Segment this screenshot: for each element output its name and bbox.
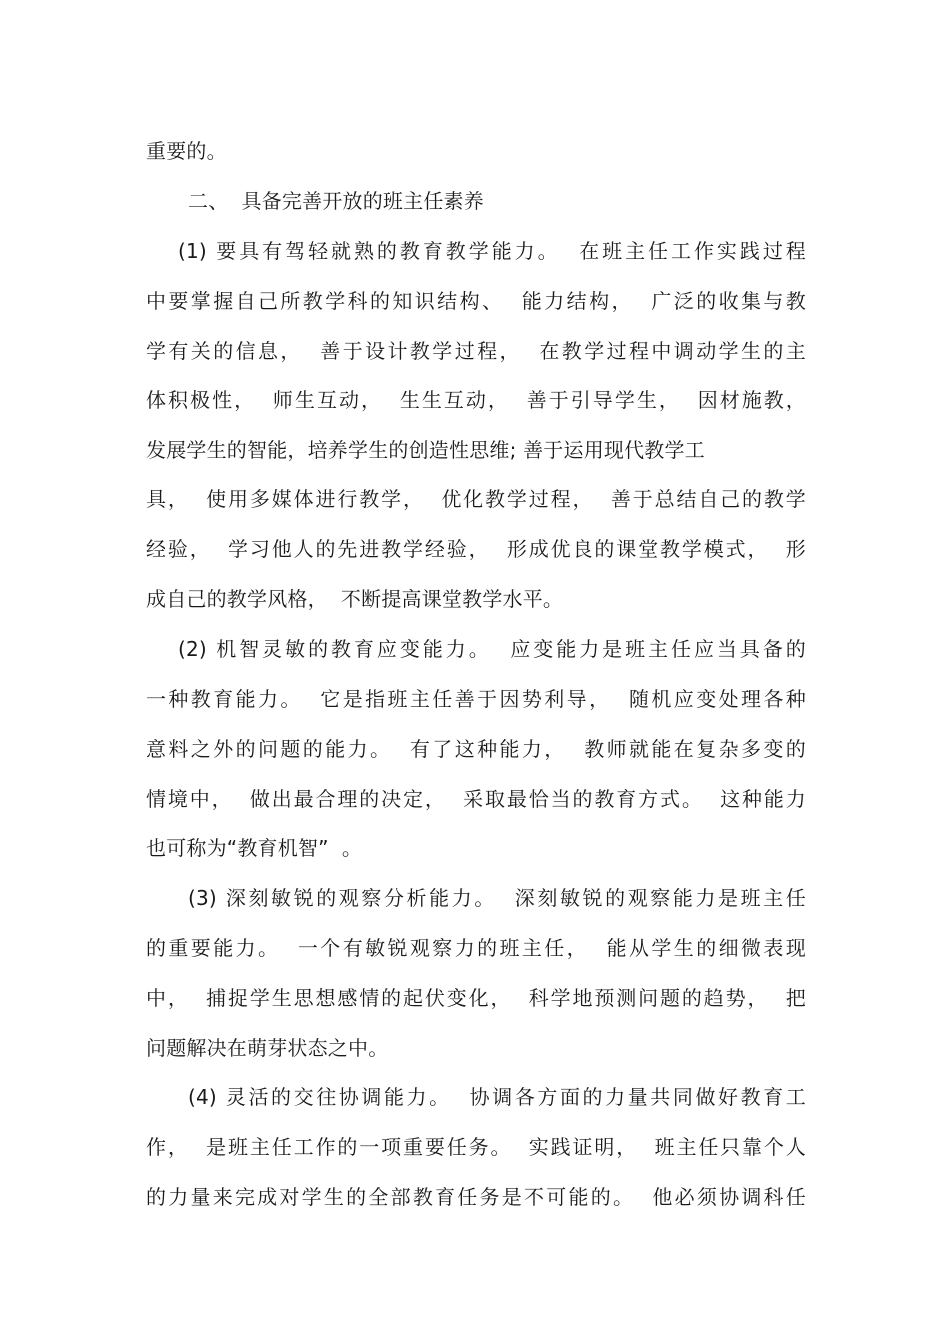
paragraph-2-line: 情境中， 做出最合理的决定， 采取最恰当的教育方式。 这种能力	[146, 787, 806, 811]
paragraph-4-line: 作， 是班主任工作的一项重要任务。 实践证明， 班主任只靠个人	[146, 1135, 806, 1159]
paragraph-3-line: 问题解决在萌芽状态之中。	[146, 1036, 389, 1060]
text-line: 重要的。	[146, 139, 227, 163]
paragraph-2-line: 也可称为“教育机智” 。	[146, 836, 363, 860]
paragraph-1-line: 具， 使用多媒体进行教学， 优化教学过程， 善于总结自己的教学	[146, 487, 806, 511]
paragraph-2-line: 意料之外的问题的能力。 有了这种能力， 教师就能在复杂多变的	[146, 737, 806, 761]
paragraph-3-line: (3) 深刻敏锐的观察分析能力。 深刻敏锐的观察能力是班主任	[188, 886, 806, 910]
paragraph-3-line: 中， 捕捉学生思想感情的起伏变化， 科学地预测问题的趋势， 把	[146, 986, 806, 1010]
section-heading: 二、 具备完善开放的班主任素养	[188, 189, 484, 213]
paragraph-1-line: (1) 要具有驾轻就熟的教育教学能力。 在班主任工作实践过程	[178, 239, 806, 263]
paragraph-1-line: 发展学生的智能，培养学生的创造性思维; 善于运用现代教学工	[146, 438, 705, 462]
paragraph-4-line: 的力量来完成对学生的全部教育任务是不可能的。 他必须协调科任	[146, 1185, 806, 1209]
paragraph-1-line: 学有关的信息， 善于设计教学过程， 在教学过程中调动学生的主	[146, 339, 806, 363]
paragraph-1-line: 中要掌握自己所教学科的知识结构、 能力结构， 广泛的收集与教	[146, 289, 806, 313]
paragraph-2-line: (2) 机智灵敏的教育应变能力。 应变能力是班主任应当具备的	[178, 637, 806, 661]
paragraph-1-line: 经验， 学习他人的先进教学经验， 形成优良的课堂教学模式， 形	[146, 537, 806, 561]
paragraph-1-line: 成自己的教学风格， 不断提高课堂教学水平。	[146, 587, 564, 611]
paragraph-3-line: 的重要能力。 一个有敏锐观察力的班主任， 能从学生的细微表现	[146, 936, 806, 960]
paragraph-2-line: 一种教育能力。 它是指班主任善于因势利导， 随机应变处理各种	[146, 687, 806, 711]
paragraph-1-line: 体积极性， 师生互动， 生生互动， 善于引导学生， 因材施教，	[146, 388, 806, 412]
paragraph-4-line: (4) 灵活的交往协调能力。 协调各方面的力量共同做好教育工	[188, 1085, 806, 1109]
